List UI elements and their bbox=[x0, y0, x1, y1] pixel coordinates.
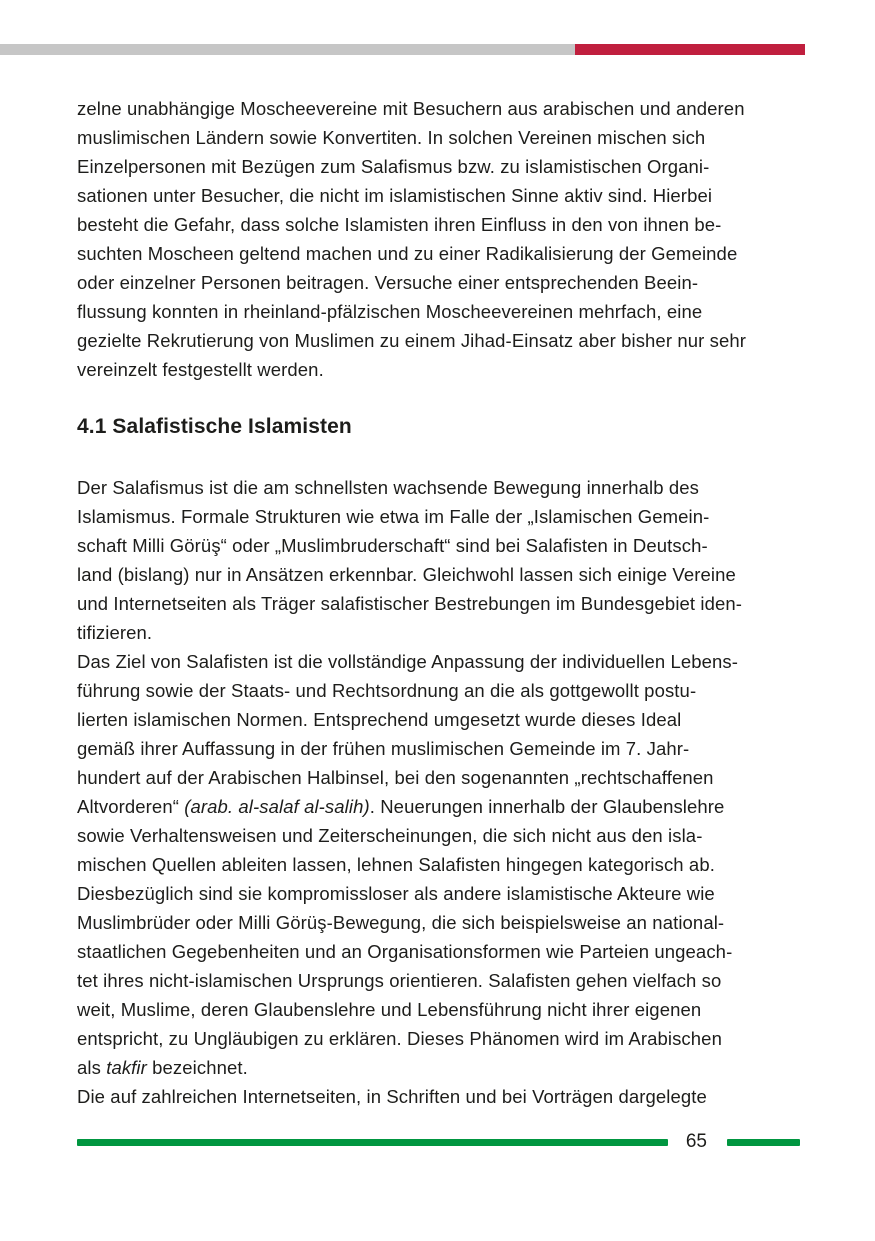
page-number: 65 bbox=[685, 1131, 707, 1152]
paragraph-intro: zelne unabhängige Moscheevereine mit Besuchern aus arabischen und anderen muslimischen Ländern sowie Konvertiten. In solchen Vereinen mischen sich Einzelpersonen mit Bezügen zum Salafismus bzw. zu islamistischen Organi- sationen unter Besucher, die nicht im islamistischen Sinne aktiv sind. Hierbei besteht die Gefahr, dass solche Islamisten ihren Einfluss in den von ihnen be- suchten Moscheen geltend machen und zu einer Radikalisierung der Gemeinde oder einzelner Personen beitragen. Versuche einer entsprechenden Beein- flussung konnten in rheinland-pfälzischen Moscheevereinen mehrfach, eine gezielte Rekrutierung von Muslimen zu einem Jihad-Einsatz aber bisher nur sehr vereinzelt festgestellt werden. bbox=[77, 98, 746, 380]
header-bar-gray bbox=[0, 44, 575, 55]
header-bar-red bbox=[575, 44, 805, 55]
section-heading: 4.1 Salafistische Islamisten bbox=[77, 415, 352, 438]
footer-bar-left bbox=[77, 1139, 668, 1146]
page-footer bbox=[77, 1131, 800, 1153]
paragraph-salafisten-ziel: Das Ziel von Salafisten ist die vollständige Anpassung der individuellen Lebens- führung sowie der Staats- und Rechtsordnung an die als gottgewollt postu- lierten islamischen Normen. Entsprechend umgesetzt wurde dieses Ideal gemäß ihrer Auffassung in der frühen muslimischen Gemeinde im 7. Jahr- hundert auf der Arabischen Halbinsel, bei den sogenannten „rechtschaffenen Altvorderen“ (arab. al-salaf al-salih). Neuerungen innerhalb der Glaubenslehre sowie Verhaltensweisen und Zeiterscheinungen, die sich nicht aus den isla- mischen Quellen ableiten lassen, lehnen Salafisten hingegen kategorisch ab. Diesbezüglich sind sie kompromissloser als andere islamistische Akteure wie Muslimbrüder oder Milli Görüş-Bewegung, die sich beispielsweise an national- staatlichen Gegebenheiten und an Organisationsformen wie Parteien ungeach- tet ihres nicht-islamischen Ursprungs orientieren. Salafisten gehen vielfach so weit, Muslime, deren Glaubenslehre und Lebensführung nicht ihrer eigenen entspricht, zu Ungläubigen zu erklären. Dieses Phänomen wird im Arabischen als takfir bezeichnet. bbox=[77, 651, 739, 1078]
header-decoration bbox=[0, 44, 805, 55]
paragraph-salafismus-overview: Der Salafismus ist die am schnellsten wachsende Bewegung innerhalb des Islamismus. Formale Strukturen wie etwa im Falle der „Islamischen Gemein- schaft Milli Görüş“ oder „Muslimbruderschaft“ sind bei Salafisten in Deutsch- land (bislang) nur in Ansätzen erkennbar. Gleichwohl lassen sich einige Vereine und Internetseiten als Träger salafistischer Bestrebungen im Bundesgebiet iden- tifizieren. bbox=[77, 477, 743, 643]
paragraph-closing-line: Die auf zahlreichen Internetseiten, in Schriften und bei Vorträgen dargelegte bbox=[77, 1086, 707, 1107]
footer-bar-right bbox=[727, 1139, 800, 1146]
page-content bbox=[77, 94, 837, 1111]
